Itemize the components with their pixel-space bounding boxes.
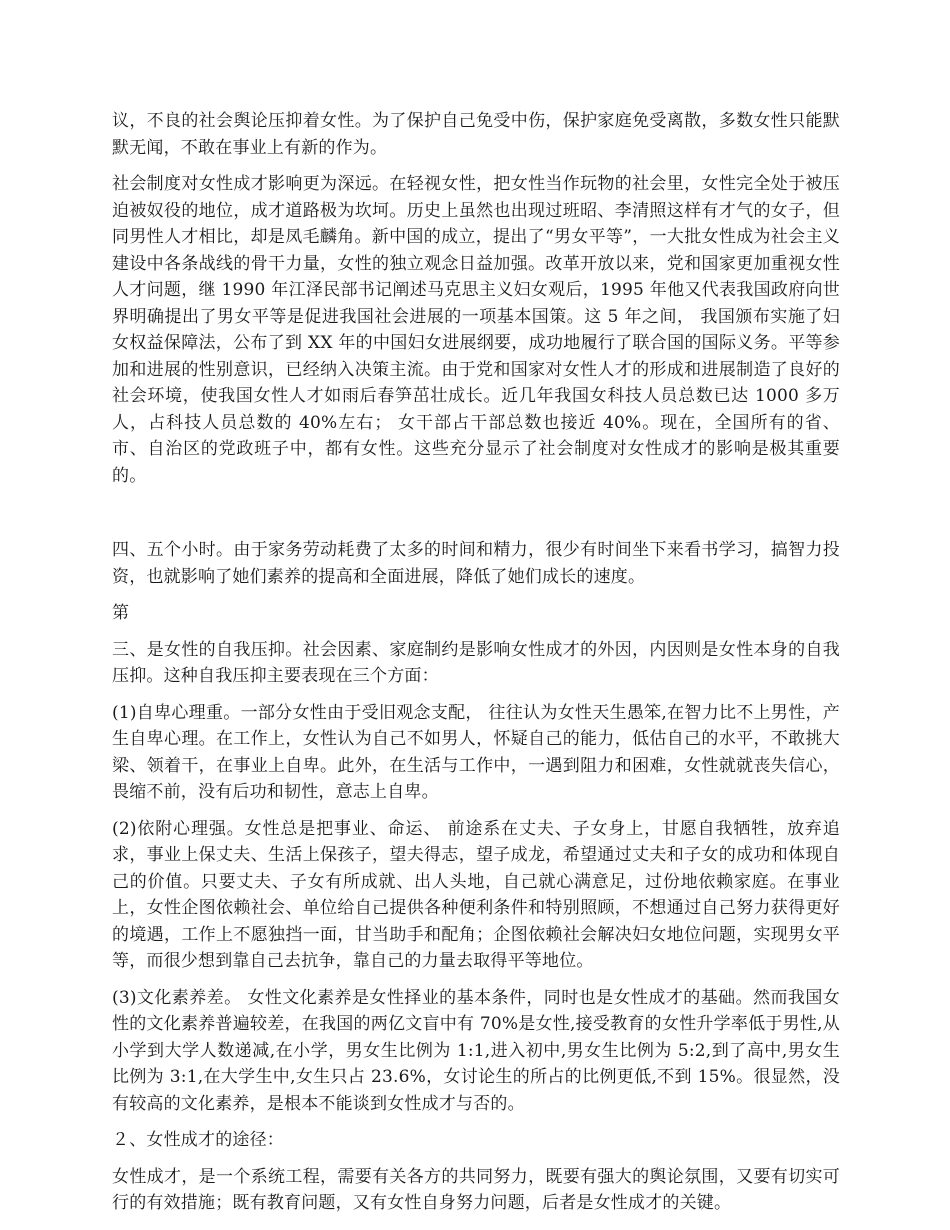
paragraph-education: (3)文化素养差。 女性文化素养是女性择业的基本条件，同时也是女性成才的基础。然而我国女性的文化素养普遍较差，在我国的两亿文盲中有 70%是女性,接受教育的女性升学率低于男性,从小学到大学人数递减,在小学，男女生比例为 1:1,进入初中,男女生比例为 5:2,到了高中,男女生比例为 3:1,在大学生中,女生只占 23.6%，女讨论生的所占的比例更低,不到 15%。很显然，没有较高的文化素养，是根本不能谈到女性成才与否的。 — [112, 987, 840, 1114]
section-heading-paths: ２、女性成才的途径： — [112, 1130, 284, 1150]
paragraph-public-opinion: 议，不良的社会舆论压抑着女性。为了保护自己免受中伤，保护家庭免受离散，多数女性只能默默无闻，不敢在事业上有新的作为。 — [112, 111, 840, 158]
paragraph-fragment-di: 第 — [112, 603, 130, 623]
paragraph-paths: 女性成才，是一个系统工程，需要有关各方的共同努力，既要有强大的舆论氛围，又要有切实可行的有效措施；既有教育问题，又有女性自身努力问题，后者是女性成才的关键。 — [112, 1166, 840, 1213]
paragraph-social-system: 社会制度对女性成才影响更为深远。在轻视女性，把女性当作玩物的社会里，女性完全处于被压迫被奴役的地位，成才道路极为坎坷。历史上虽然也出现过班昭、李清照这样有才气的女子，但同男性人才相比，却是凤毛麟角。新中国的成立，提出了“男女平等”，一大批女性成为社会主义建设中各条战线的骨干力量，女性的独立观念日益加强。改革开放以来，党和国家更加重视女性人才问题，继 1990 年江泽民部书记阐述马克思主义妇女观后，1995 年他又代表我国政府向世界明确提出了男女平等是促进我国社会进展的一项基本国策。这 5 年之间， 我国颁布实施了妇女权益保障法，公布了到 XX 年的中国妇女进展纲要，成功地履行了联合国的国际义务。平等参加和进展的性别意识，已经纳入决策主流。由于党和国家对女性人才的形成和进展制造了良好的社会环境，使我国女性人才如雨后春笋茁壮成长。近几年我国女科技人员总数已达 1000 多万人，占科技人员总数的 40%左右； 女干部占干部总数也接近 40%。现在，全国所有的省、市、自治区的党政班子中，都有女性。这些充分显示了社会制度对女性成才的影响是极其重要的。 — [112, 174, 840, 486]
paragraph-self-suppression: 三、是女性的自我压抑。社会因素、家庭制约是影响女性成才的外因，内因则是女性本身的自我压抑。这种自我压抑主要表现在三个方面： — [112, 639, 840, 686]
section-gap — [112, 499, 840, 537]
paragraph-inferiority: (1)自卑心理重。一部分女性由于受旧观念支配， 往往认为女性天生愚笨,在智力比不上男性，产生自卑心理。在工作上，女性认为自己不如男人，怀疑自己的能力，低估自己的水平，不敢挑大梁、领着干，在事业上自卑。此外，在生活与工作中，一遇到阻力和困难，女性就就丧失信心，畏缩不前，没有后功和韧性，意志上自卑。 — [112, 702, 840, 802]
paragraph-housework: 四、五个小时。由于家务劳动耗费了太多的时间和精力，很少有时间坐下来看书学习，搞智力投资，也就影响了她们素养的提高和全面进展，降低了她们成长的速度。 — [112, 540, 840, 587]
document-page — [112, 108, 840, 1227]
paragraph-dependence: (2)依附心理强。女性总是把事业、命运、 前途系在丈夫、子女身上，甘愿自我牺牲，放弃追求，事业上保丈夫、生活上保孩子，望夫得志，望子成龙，希望通过丈夫和子女的成功和体现自己的价值。只要丈夫、子女有所成就、出人头地，自己就心满意足，过份地依赖家庭。在事业上，女性企图依赖社会、单位给自己提供各种便利条件和特别照顾，不想通过自己努力获得更好的境遇，工作上不愿独挡一面，甘当助手和配角；企图依赖社会解决妇女地位问题，实现男女平等，而很少想到靠自己去抗争，靠自己的力量去取得平等地位。 — [112, 818, 840, 971]
